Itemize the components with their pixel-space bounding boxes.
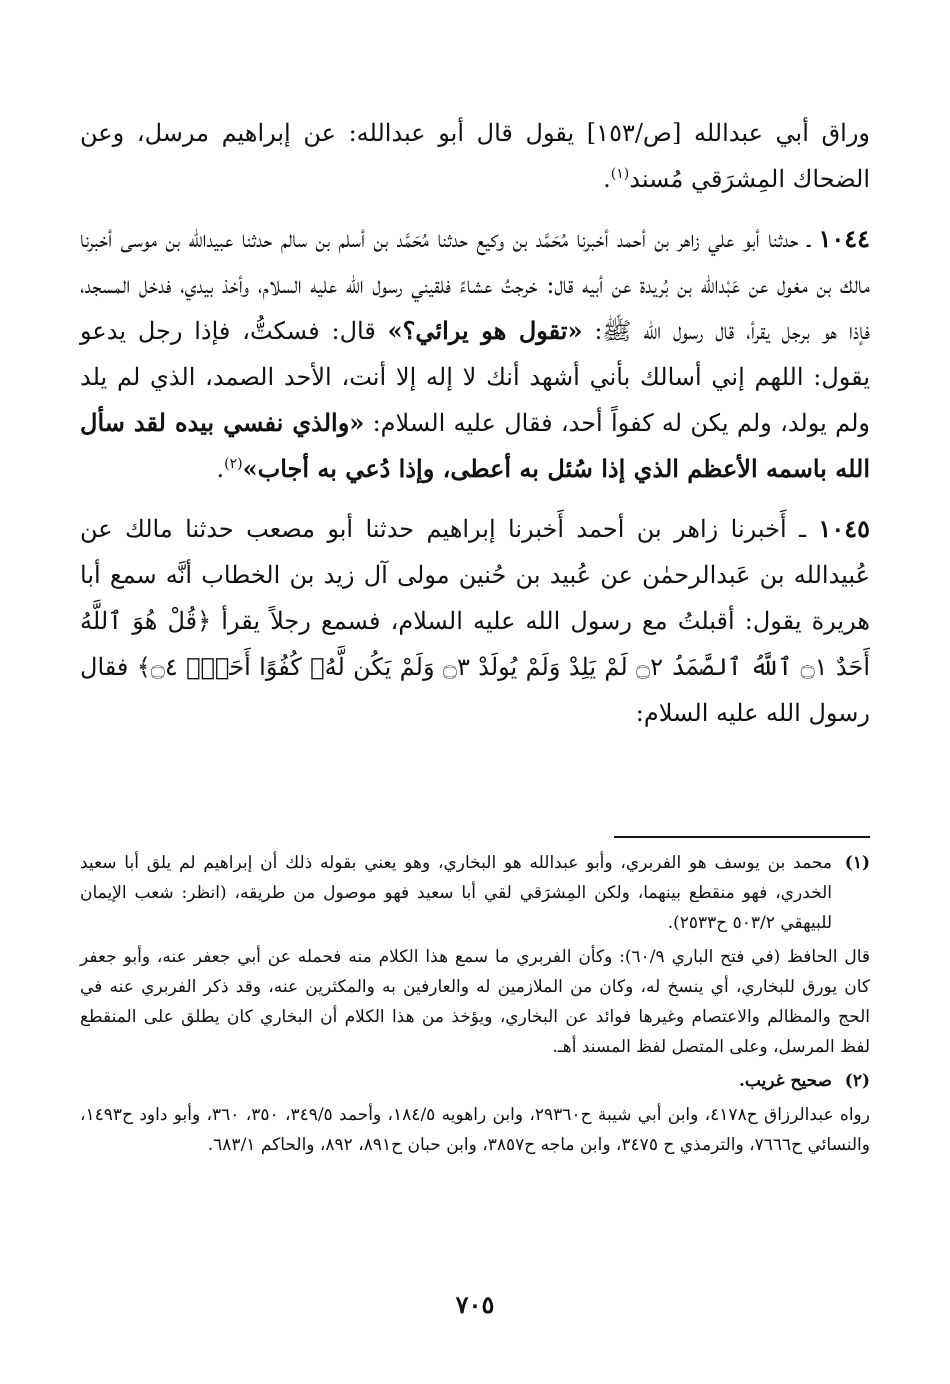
paragraph-intro: [80, 110, 870, 202]
footnote-2: [80, 1066, 870, 1096]
footnotes: [80, 848, 870, 1164]
intro-end: .: [603, 165, 611, 193]
hadith-number: ١٠٤٤: [818, 224, 871, 253]
footnote-ref-1[interactable]: (١): [610, 166, 630, 182]
hadith-number: ١٠٤٥: [818, 514, 870, 543]
footnote-1: [80, 848, 870, 938]
footnote-text: محمد بن يوسف هو الفربري، وأبو عبدالله هو البخاري، وهو يعني بقوله ذلك أن إبراهيم لم يلق أبا سعيد الخدري، فهو منقطع بينهما، ولكن المِشرَقي لقي أبا سعيد فهو موصول من طريقه، (انظر: شعب الإيمان للبيهقي ٥٠٣/٢ ح٢٥٣٣).: [80, 853, 832, 933]
hadith-text: ـ أَخبرنا زاهر بن أحمد أَخبرنا إبراهيم حدثنا أبو مصعب حدثنا مالك عن عُبيدالله بن عَبدالرحمٰن عن عُبيد بن حُنين مولى آل زيد بن الخطاب أنَّه سمع أبا هريرة يقول: أقبلتُ مع رسول الله عليه السلام، فسمع رجلاً يقرأ: [80, 515, 870, 635]
hadith-1044: [80, 216, 870, 492]
hadith-quote: «تقول هو يرائي؟»: [387, 316, 583, 345]
footnote-label: (٢): [844, 1071, 870, 1091]
intro-text: وراق أبي عبدالله [ص/١٥٣] يقول قال أبو عبدالله: عن إبراهيم مرسل، وعن الضحاك المِشرَقي مُسند: [80, 119, 870, 193]
hadith-text: فقال رسول الله عليه السلام:: [80, 653, 870, 727]
hadith-end: .: [216, 455, 225, 483]
footnote-text: صحيح غريب.: [738, 1071, 832, 1091]
main-text: [80, 110, 870, 736]
footnote-1-continuation: قال الحافظ (في فتح الباري ٦٠/٩): وكأن الفربري ما سمع هذا الكلام منه فحمله عن أبي جعفر عنه، وأبو جعفر كان يورق للبخاري، أي ينسخ له، وكان من الملازمين له والعارفين به والمكثرين عنه، وقد ذكر الفربري عنه في الحج والمظالم والاعتصام وغيرها فوائد عن البخاري، ويؤخذ من هذا الكلام أن البخاري كان يطلق على المنقطع لفظ المرسل، وعلى المتصل لفظ المسند أهـ.: [80, 947, 871, 1057]
quran-verse: ﴿قُلْ هُوَ ٱللَّهُ أَحَدٌ ۝١ ٱللَّهُ ٱلصَّمَدُ ۝٢ لَمْ يَلِدْ وَلَمْ يُولَدْ ۝٣ وَلَمْ يَكُن لَّهُۥ كُفُوًا أَحَدٌۢ ۝٤﴾: [80, 607, 870, 681]
footnote-label: (١): [844, 853, 870, 873]
hadith-text: ـ حدثنا أبو علي زاهر بن أحمد أخبرنا مُحَمَّد بن وكيع حدثنا مُحَمَّد بن أسلم بن سالم حدثنا عبيدالله بن موسى أخبرنا مالك بن مغول عن عَبْدالله بن بُريدة عن أبيه قال: خرجتُ عشاءً فلقيني رسول الله عليه السلام، وأخذ بيدي، فدخل المسجد، فإذا هو برجل يقرأ، قال رسول الله ﷺ:: [80, 225, 871, 345]
hadith-text: قال: فسكتُّ، فإذا رجل يدعو يقول: اللهم إني أسالك بأني أشهد أنك لا إله إلا أنت، الأحد الصمد، الذي لم يلد ولم يولد، ولم يكن له كفواً أحد، فقال عليه السلام:: [80, 317, 870, 437]
hadith-quote: «والذي نفسي بيده لقد سأل الله باسمه الأعظم الذي إذا سُئل به أعطى، وإذا دُعي به أجاب»: [80, 408, 870, 483]
footnote-2-continuation: رواه عبدالرزاق ح٤١٧٨، وابن أبي شيبة ح٢٩٣٦٠، وابن راهويه ١٨٤/٥، وأحمد ٣٤٩/٥، ٣٥٠، ٣٦٠، وأبو داود ح١٤٩٣، والنسائي ح٧٦٦٦، والترمذي ح ٣٤٧٥، وابن ماجه ح٣٨٥٧، وابن حبان ح٨٩١، ٨٩٢، والحاكم ٦٨٣/١.: [80, 1105, 870, 1155]
hadith-1045: [80, 506, 870, 736]
footnote-divider: [614, 836, 870, 838]
page-number: ٧٠٥: [455, 1290, 495, 1319]
footnote-ref-2[interactable]: (٢): [224, 456, 243, 472]
